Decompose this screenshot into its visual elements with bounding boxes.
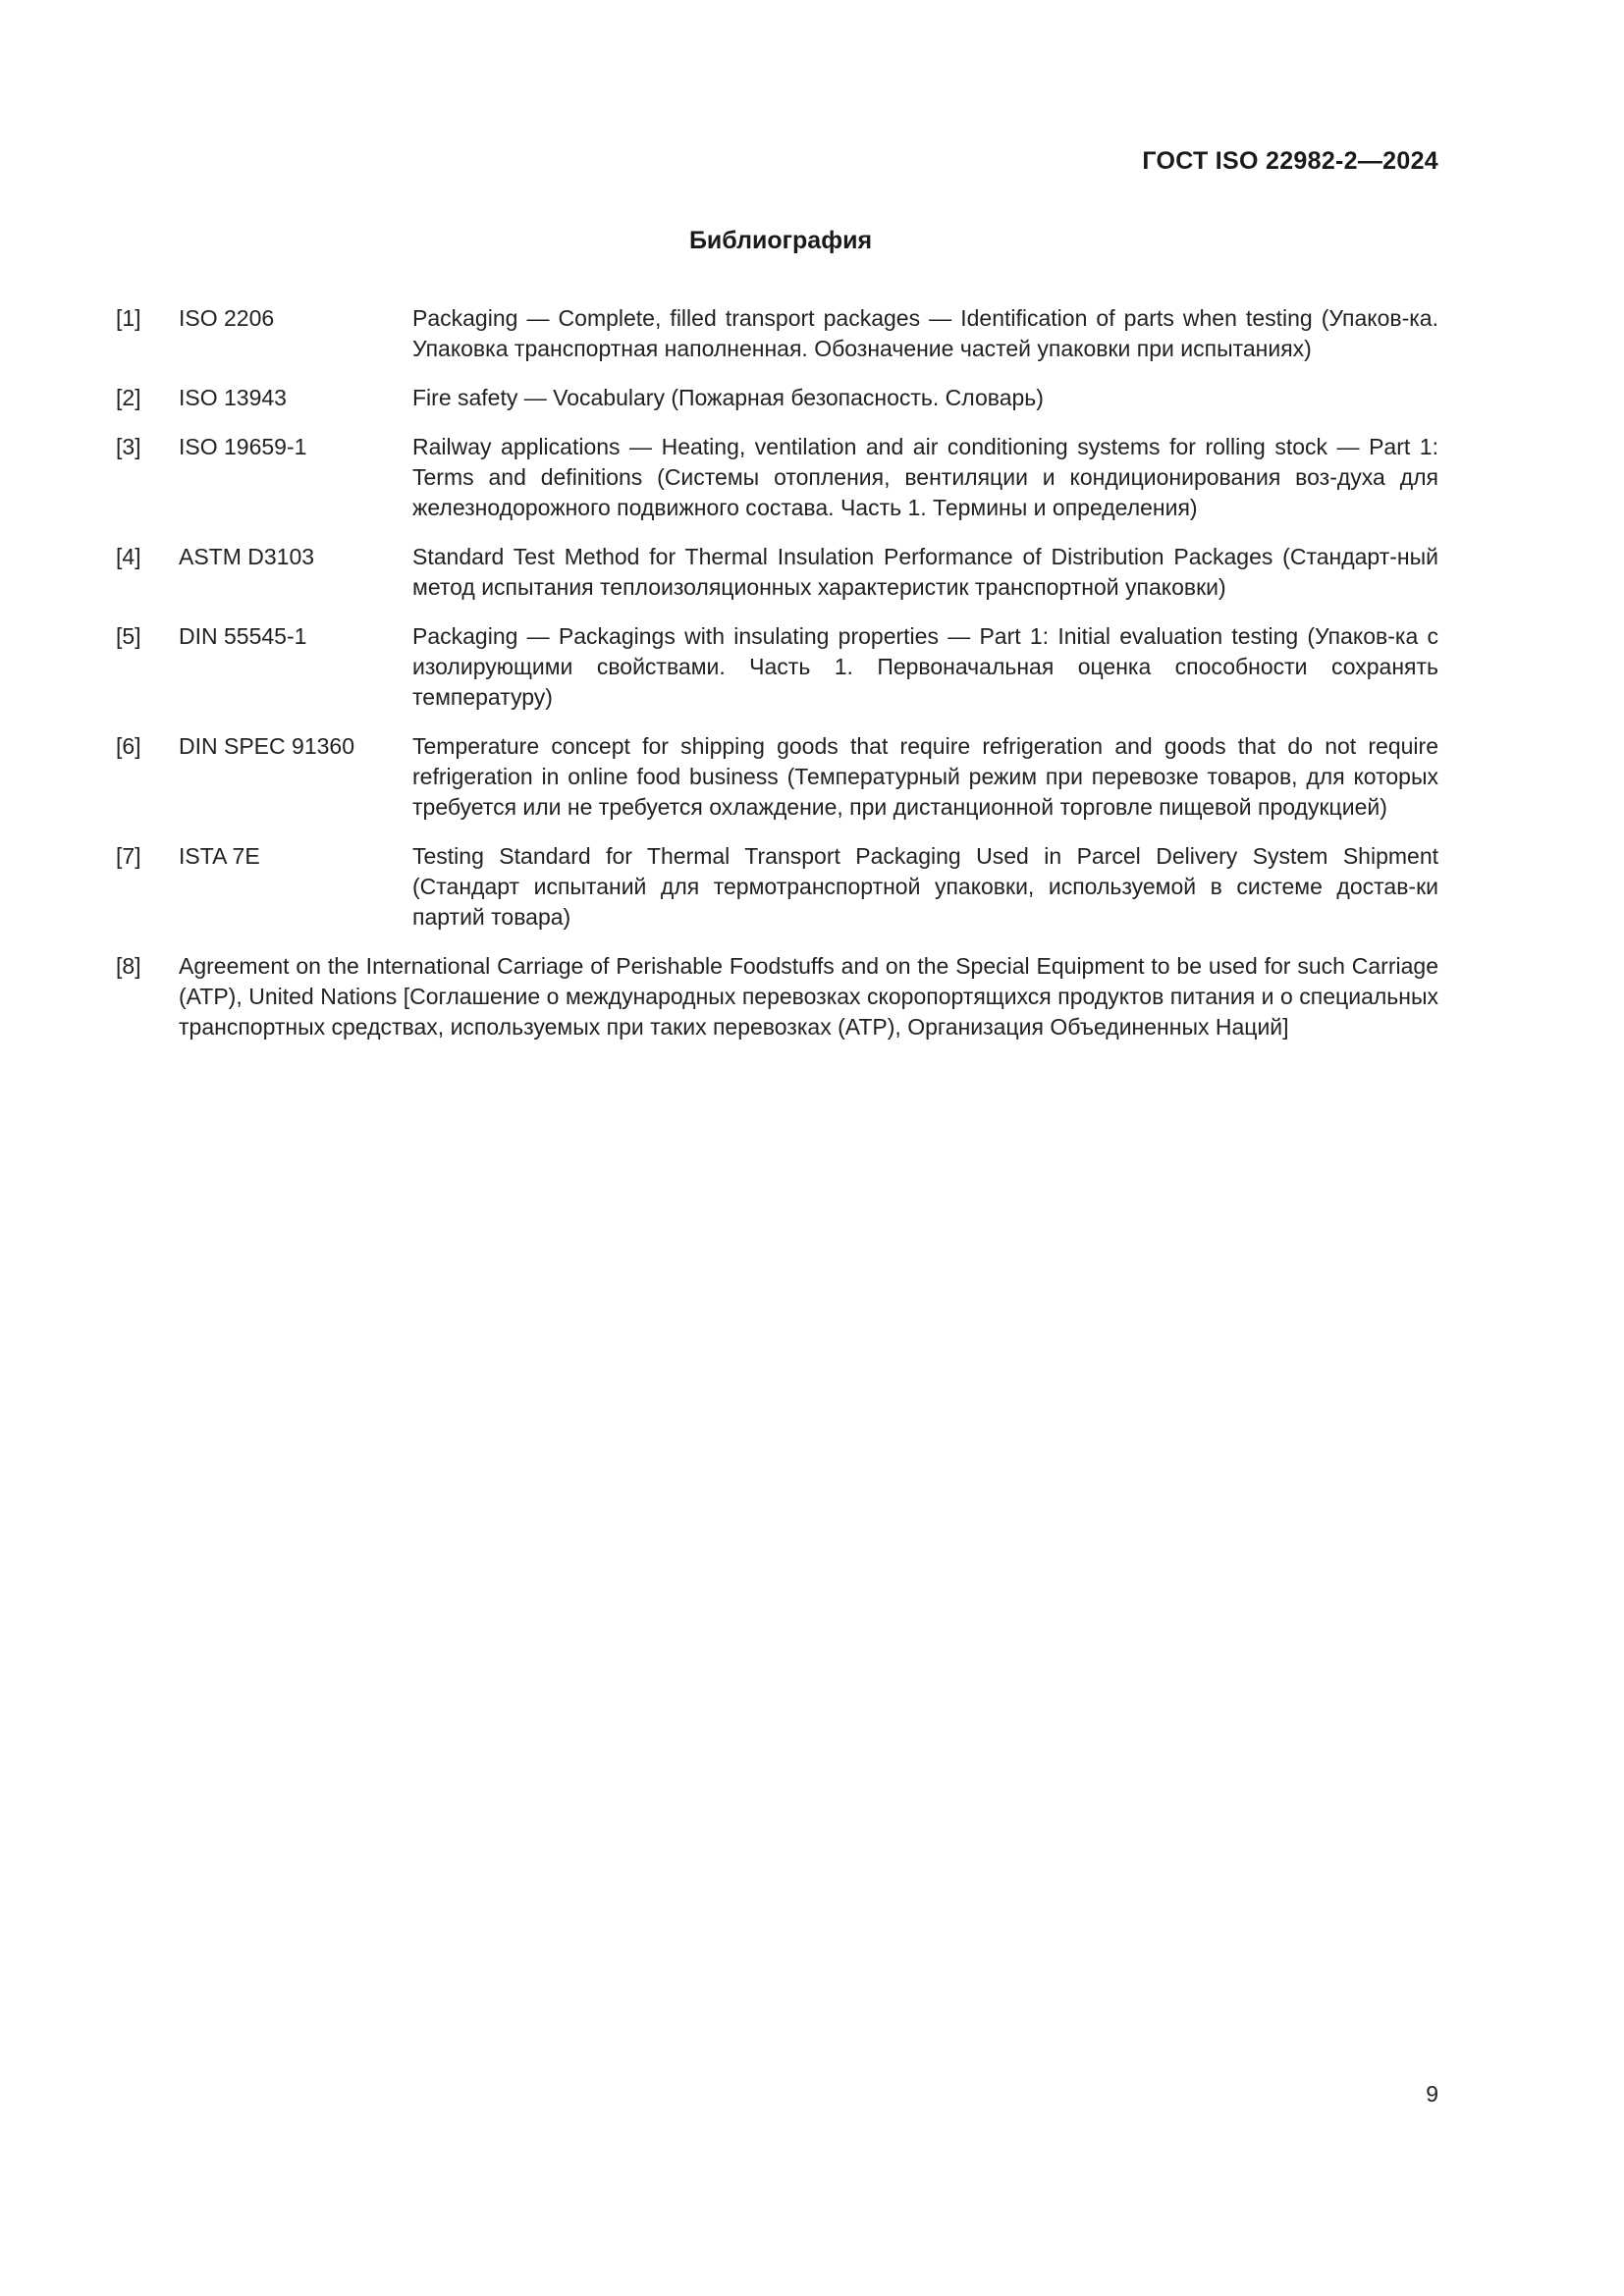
document-code-header: ГОСТ ISO 22982-2—2024 [1142, 147, 1438, 175]
entry-standard-code: ISO 13943 [179, 385, 287, 410]
entry-number: [6] [116, 733, 141, 759]
bibliography-entry [116, 731, 1438, 823]
bibliography-entry [116, 951, 1438, 1042]
bibliography-list [116, 303, 1438, 1061]
entry-number: [5] [116, 623, 141, 649]
entry-number: [7] [116, 843, 141, 869]
entry-description: Fire safety — Vocabulary (Пожарная безопасность. Словарь) [412, 385, 1044, 410]
entry-description: Agreement on the International Carriage of Perishable Foodstuffs and on the Special Equipment to be used for such Carriage (ATP), United Nations [Соглашение о международных перевозках скоропортящихся продуктов питания и о специальных транспортных средствах, используемых при таких перевозках (ATP), Организация Объединенных Наций] [179, 953, 1438, 1040]
bibliography-entry [116, 383, 1438, 413]
entry-number: [1] [116, 305, 141, 331]
entry-description: Railway applications — Heating, ventilation and air conditioning systems for rolling stock — Part 1: Terms and definitions (Системы отопления, вентиляции и кондиционирования воз-духа для железнодорожного подвижного состава. Часть 1. Термины и определения) [412, 434, 1438, 520]
entry-number: [3] [116, 434, 141, 459]
entry-description: Standard Test Method for Thermal Insulation Performance of Distribution Packages (Стандарт-ный метод испытания теплоизоляционных характеристик транспортной упаковки) [412, 544, 1438, 600]
entry-standard-code: ISO 2206 [179, 305, 275, 331]
bibliography-entry [116, 542, 1438, 603]
bibliography-entry [116, 432, 1438, 523]
entry-number: [4] [116, 544, 141, 569]
entry-standard-code: ISO 19659-1 [179, 434, 307, 459]
bibliography-entry [116, 621, 1438, 713]
entry-number: [2] [116, 385, 141, 410]
entry-description: Packaging — Packagings with insulating properties — Part 1: Initial evaluation testing (Упаков-ка с изолирующими свойствами. Часть 1. Первоначальная оценка способности сохранять температуру) [412, 623, 1438, 710]
entry-standard-code: ASTM D3103 [179, 544, 315, 569]
entry-number: [8] [116, 953, 141, 979]
entry-description: Temperature concept for shipping goods that require refrigeration and goods that do not require refrigeration in online food business (Температурный режим при перевозке товаров, для которых требуется или не требуется охлаждение, при дистанционной торговле пищевой продукцией) [412, 733, 1438, 820]
entry-standard-code: DIN 55545-1 [179, 623, 307, 649]
bibliography-entry [116, 841, 1438, 933]
bibliography-entry [116, 303, 1438, 364]
bibliography-title: Библиография [688, 227, 873, 254]
page-number: 9 [1426, 2081, 1438, 2107]
entry-description: Testing Standard for Thermal Transport Packaging Used in Parcel Delivery System Shipment (Стандарт испытаний для термотранспортной упаковки, используемой в системе достав-ки партий товара) [412, 843, 1438, 930]
entry-standard-code: ISTA 7E [179, 843, 260, 869]
entry-standard-code: DIN SPEC 91360 [179, 733, 354, 759]
entry-description: Packaging — Complete, filled transport packages — Identification of parts when testing (Упаков-ка. Упаковка транспортная наполненная. Обозначение частей упаковки при испытаниях) [412, 305, 1438, 361]
